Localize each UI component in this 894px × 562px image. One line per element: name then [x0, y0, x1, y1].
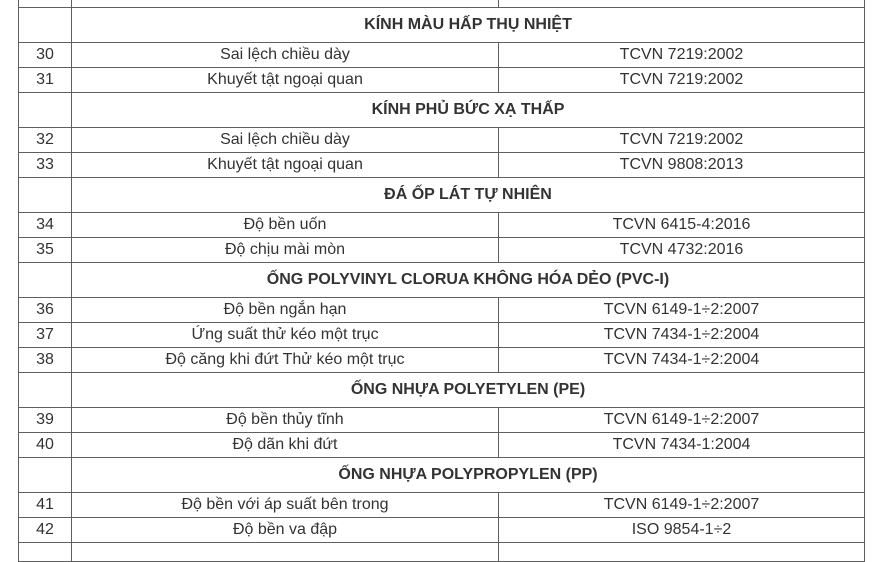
section-header: [19, 373, 865, 408]
row-number: 37: [19, 323, 72, 348]
test-standard: TCVN 7434-1÷2:2004: [499, 348, 865, 373]
row-number: 40: [19, 433, 72, 458]
standards-table-body: [19, 0, 865, 562]
table-row: [19, 213, 865, 238]
table-row: [19, 323, 865, 348]
table-row: [19, 128, 865, 153]
row-number: 33: [19, 153, 72, 178]
row-number: 31: [19, 68, 72, 93]
section-header: [19, 93, 865, 128]
test-name: Độ căng khi đứt Thử kéo một trục: [72, 348, 499, 373]
test-name: Độ bền ngắn hạn: [72, 298, 499, 323]
test-name: Độ bền va đập: [72, 518, 499, 543]
section-header: [19, 178, 865, 213]
test-standard: TCVN 6415-4:2016: [499, 213, 865, 238]
standards-table: [18, 0, 865, 562]
test-standard: ISO 9854-1÷2: [499, 518, 865, 543]
row-number: 38: [19, 348, 72, 373]
section-title: KÍNH MÀU HẤP THỤ NHIỆT: [72, 8, 865, 43]
test-standard: TCVN 7434-1:2004: [499, 433, 865, 458]
section-blank-cell: [19, 8, 72, 43]
test-standard: TCVN 7219:2002: [499, 128, 865, 153]
section-title: KÍNH PHỦ BỨC XẠ THẤP: [72, 93, 865, 128]
row-number: 36: [19, 298, 72, 323]
table-row: [19, 238, 865, 263]
test-standard: TCVN 6149-1÷2:2007: [499, 298, 865, 323]
row-number: 35: [19, 238, 72, 263]
test-standard: TCVN 6149-1÷2:2007: [499, 493, 865, 518]
test-standard: TCVN 7219:2002: [499, 68, 865, 93]
test-standard: TCVN 9808:2013: [499, 153, 865, 178]
table-row: [19, 433, 865, 458]
test-name: Độ bền thủy tĩnh: [72, 408, 499, 433]
table-row: [19, 153, 865, 178]
section-header: [19, 263, 865, 298]
test-standard: TCVN 6149-1÷2:2007: [499, 408, 865, 433]
table-row: [19, 493, 865, 518]
table-row: [19, 408, 865, 433]
section-title: ỐNG NHỰA POLYPROPYLEN (PP): [72, 458, 865, 493]
table-row: [19, 518, 865, 543]
section-blank-cell: [19, 178, 72, 213]
test-name: Sai lệch chiều dày: [72, 43, 499, 68]
table-row: [19, 43, 865, 68]
row-number: [19, 543, 72, 562]
row-number: 32: [19, 128, 72, 153]
row-number: [19, 0, 72, 8]
table-row-partial-bottom: [19, 543, 865, 562]
table-row: [19, 68, 865, 93]
test-standard: TCVN 7219:2002: [499, 43, 865, 68]
table-row-partial-top: [19, 0, 865, 8]
section-blank-cell: [19, 458, 72, 493]
table-row: [19, 348, 865, 373]
test-name: Khuyết tật ngoại quan: [72, 68, 499, 93]
row-number: 34: [19, 213, 72, 238]
section-title: ĐÁ ỐP LÁT TỰ NHIÊN: [72, 178, 865, 213]
section-header: [19, 458, 865, 493]
test-standard: [499, 0, 865, 8]
section-title: ỐNG POLYVINYL CLORUA KHÔNG HÓA DẺO (PVC-I): [72, 263, 865, 298]
section-blank-cell: [19, 263, 72, 298]
test-name: Độ chịu mài mòn: [72, 238, 499, 263]
table-row: [19, 298, 865, 323]
test-name: [72, 0, 499, 8]
test-name: Sai lệch chiều dày: [72, 128, 499, 153]
row-number: 39: [19, 408, 72, 433]
section-title: ỐNG NHỰA POLYETYLEN (PE): [72, 373, 865, 408]
section-header: [19, 8, 865, 43]
test-name: Độ bền với áp suất bên trong: [72, 493, 499, 518]
row-number: 42: [19, 518, 72, 543]
test-name: Khuyết tật ngoại quan: [72, 153, 499, 178]
test-name: [72, 543, 499, 562]
row-number: 30: [19, 43, 72, 68]
section-blank-cell: [19, 93, 72, 128]
test-name: Độ dãn khi đứt: [72, 433, 499, 458]
test-name: Độ bền uốn: [72, 213, 499, 238]
test-standard: TCVN 4732:2016: [499, 238, 865, 263]
test-standard: [499, 543, 865, 562]
section-blank-cell: [19, 373, 72, 408]
row-number: 41: [19, 493, 72, 518]
test-standard: TCVN 7434-1÷2:2004: [499, 323, 865, 348]
test-name: Ứng suất thử kéo một trục: [72, 323, 499, 348]
